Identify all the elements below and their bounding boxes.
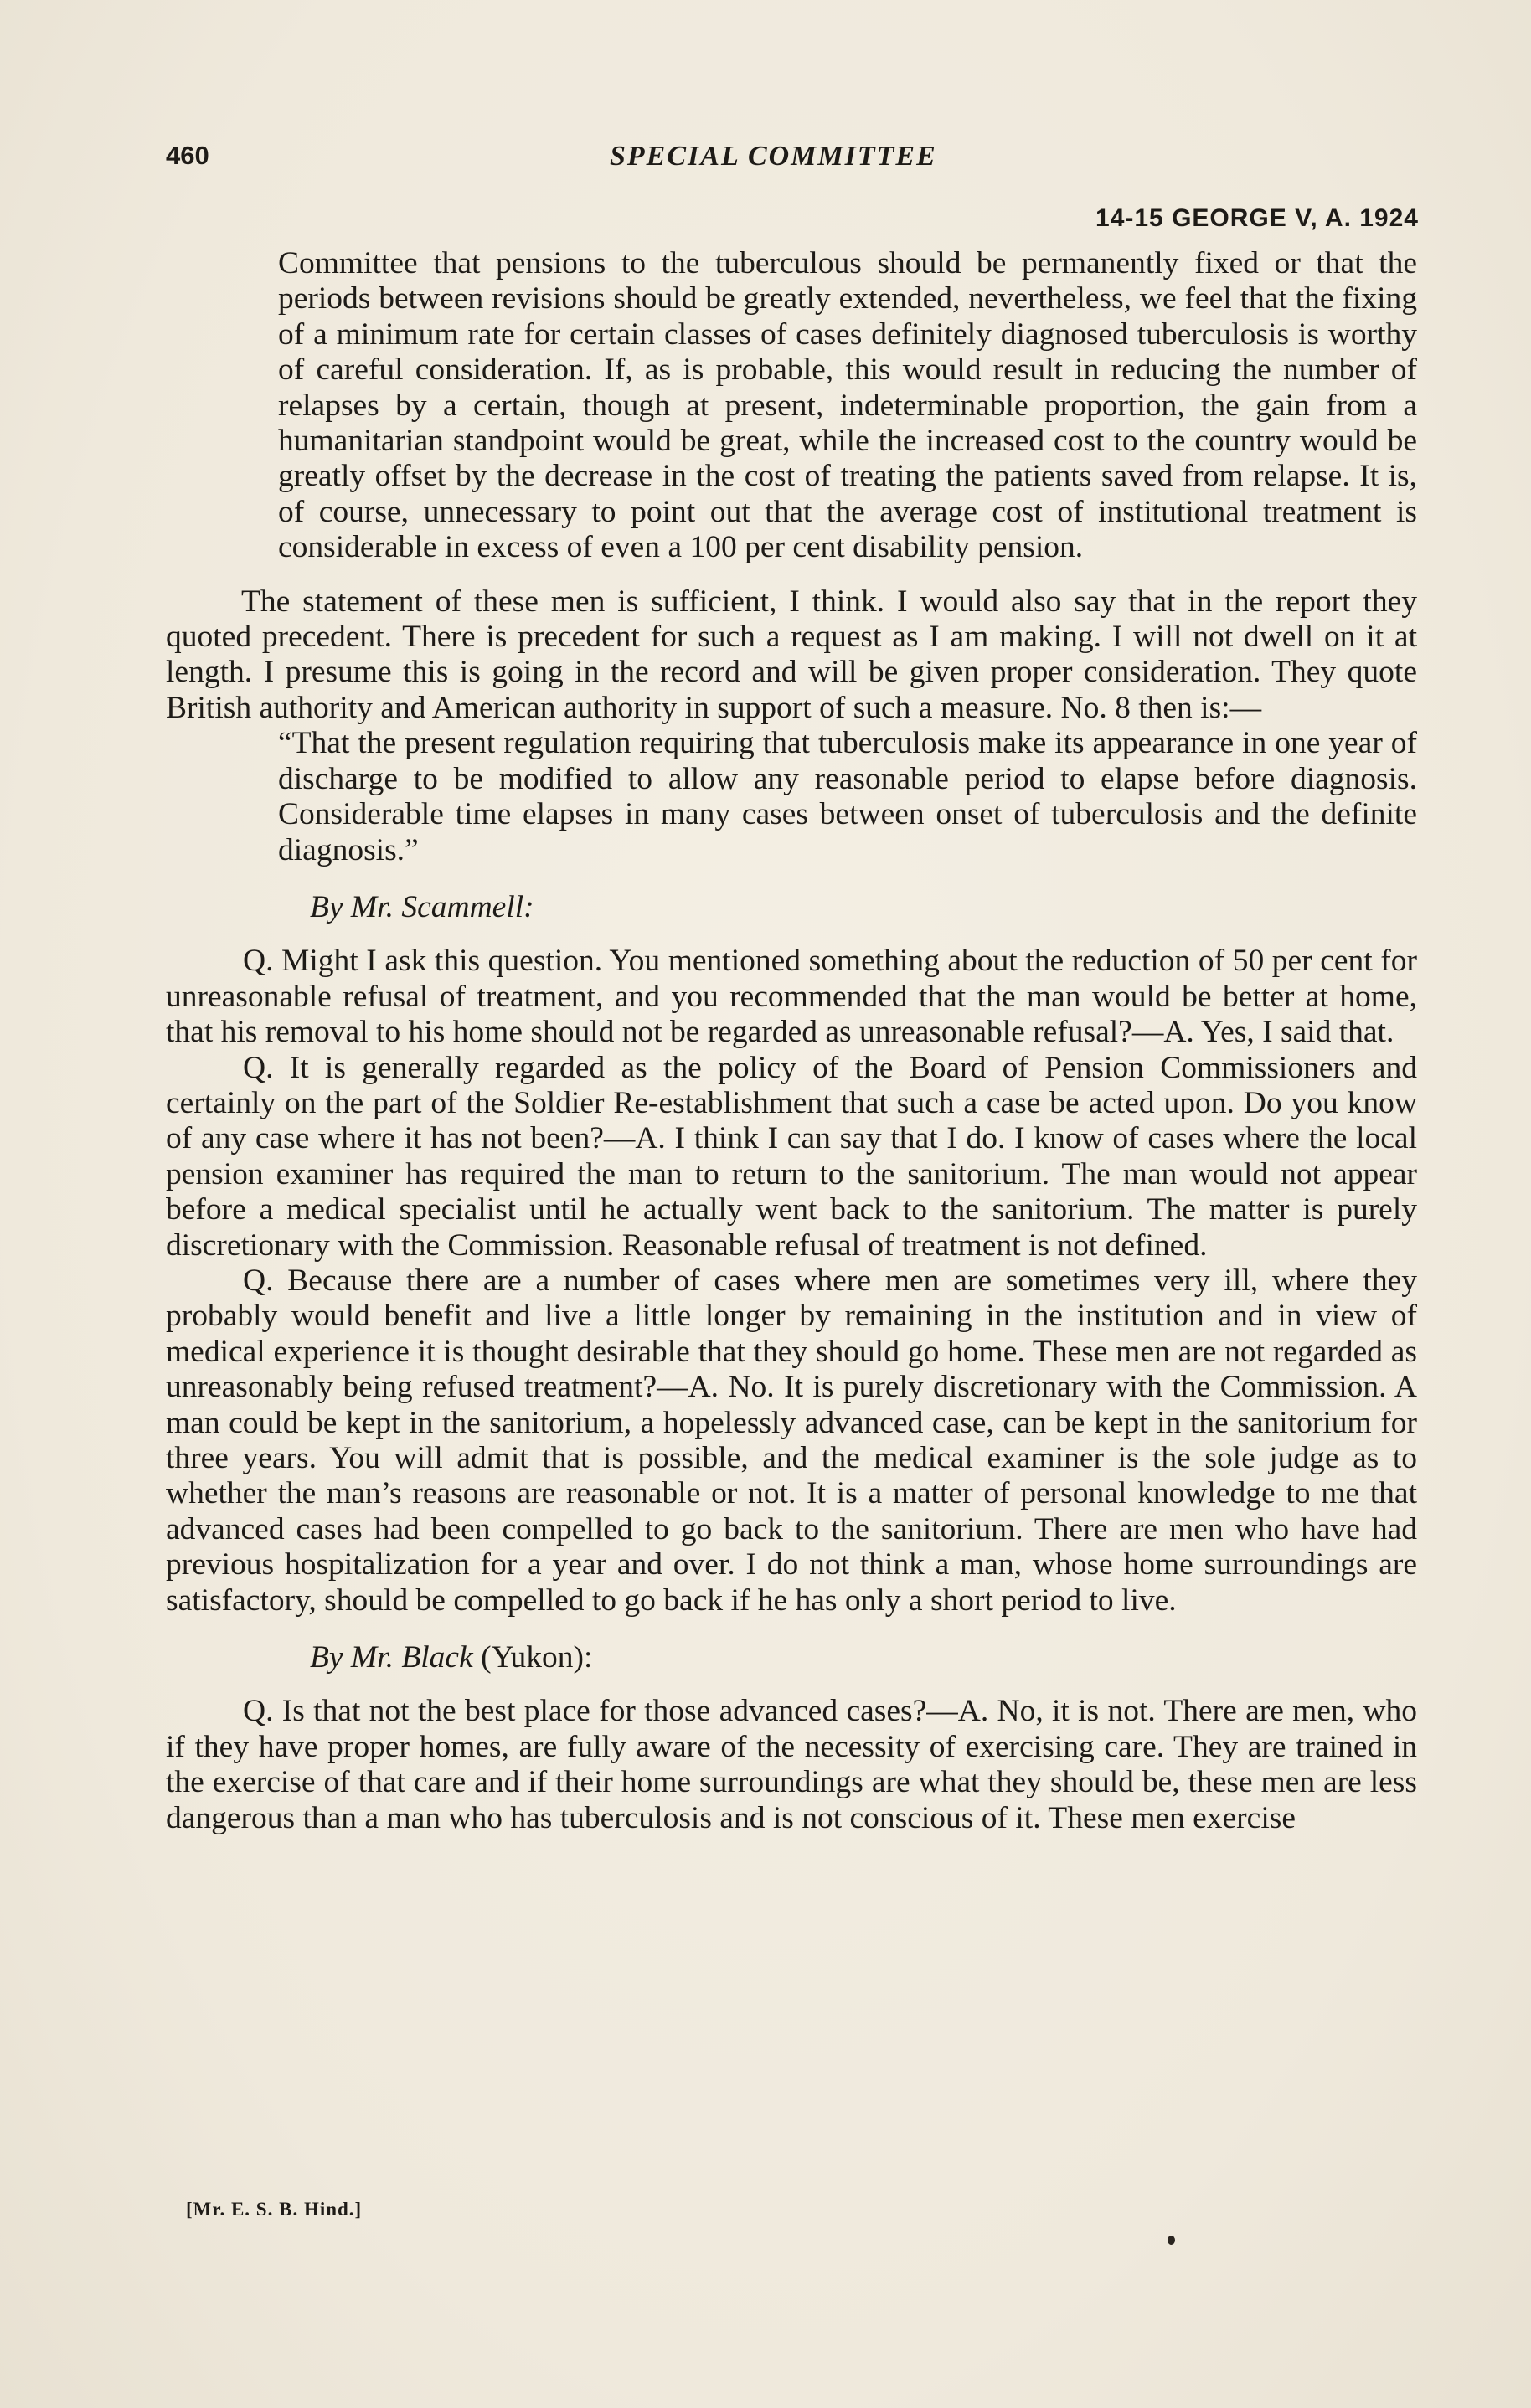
question-paragraph: Q. Might I ask this question. You mentioned something about the reduction of 50 per cent for unreasonable refusal of treatment, and you recommended that the man would be better at home, that his removal to his home should not be regarded as unreasonable refusal?—A. Yes, I said that. [166,944,1417,1050]
footer-speaker-note: [Mr. E. S. B. Hind.] [186,2199,363,2220]
page-number: 460 [166,141,209,170]
question-paragraph: Q. It is generally regarded as the policy of the Board of Pension Commissioners and certainly on the part of the Soldier Re-establishment that such a case be acted upon. Do you know of any case where it has not been?—A. I think I can say that I do. I know of cases where the local pension examiner has required the man to return to the sanitorium. The man would not appear before a medical specialist until he actually went back to the sanitorium. The matter is purely discretionary with the Commission. Reasonable refusal of treatment is not defined. [166,1050,1417,1263]
running-head: SPECIAL COMMITTEE [610,141,937,172]
session-line: 14-15 GEORGE V, A. 1924 [1095,204,1419,232]
speaker-heading-black [166,1640,1417,1675]
body-text [166,246,1417,1836]
ink-speck [1168,2236,1175,2245]
speaker-heading-scammell: By Mr. Scammell: [310,889,534,924]
statement-paragraph: The statement of these men is sufficient, I think. I would also say that in the report they quoted precedent. There is precedent for such a request as I am making. I will not dwell on it at length. I presume this is going in the record and will be given proper consideration. They quote British authority and American authority in support of such a measure. No. 8 then is:— [166,584,1417,725]
speaker-riding: (Yukon): [481,1640,593,1675]
question-paragraph: Q. Because there are a number of cases where men are sometimes very ill, where they probably would benefit and live a little longer by remaining in the institution and in view of medical experience it is thought desirable that they should go home. These men are not regarded as unreasonably being refused treatment?—A. No. It is purely discretionary with the Commission. A man could be kept in the sanitorium, a hopelessly advanced case, can be kept in the sanitorium for three years. You will admit that is possible, and the medical examiner is the sole judge as to whether the man’s reasons are reasonable or not. It is a matter of personal knowledge to me that advanced cases had been compelled to go back to the sanitorium. There are men who have had previous hospitalization for a year and over. I do not think a man, whose home surroundings are satisfactory, should be compelled to go back if he has only a short period to live. [166,1263,1417,1618]
speaker-name: By Mr. Black [310,1640,473,1675]
quoted-report-paragraph: Committee that pensions to the tuberculous should be permanently fixed or that the periods between revisions should be greatly extended, nevertheless, we feel that the fixing of a minimum rate for certain classes of cases definitely diagnosed tuberculosis is worthy of careful consideration. If, as is probable, this would result in reducing the number of relapses by a certain, though at present, indeterminable proportion, the gain from a humanitarian standpoint would be great, while the increased cost to the country would be greatly offset by the decrease in the cost of treating the patients saved from relapse. It is, of course, unnecessary to point out that the average cost of institutional treatment is considerable in excess of even a 100 per cent disability pension. [278,246,1417,565]
page-header [166,141,1422,183]
recommendation-quote: “That the present regulation requiring that tuberculosis make its appearance in one year of discharge to be modified to allow any reasonable period to elapse before diagnosis. Considerable time elapses in many cases between onset of tuberculosis and the definite diagnosis.” [278,726,1417,867]
question-paragraph: Q. Is that not the best place for those advanced cases?—A. No, it is not. There are men, who if they have proper homes, are fully aware of the necessity of exercising care. They are trained in the exercise of that care and if their home surroundings are what they should be, these men are less dangerous than a man who has tuberculosis and is not conscious of it. These men exercise [166,1694,1417,1835]
